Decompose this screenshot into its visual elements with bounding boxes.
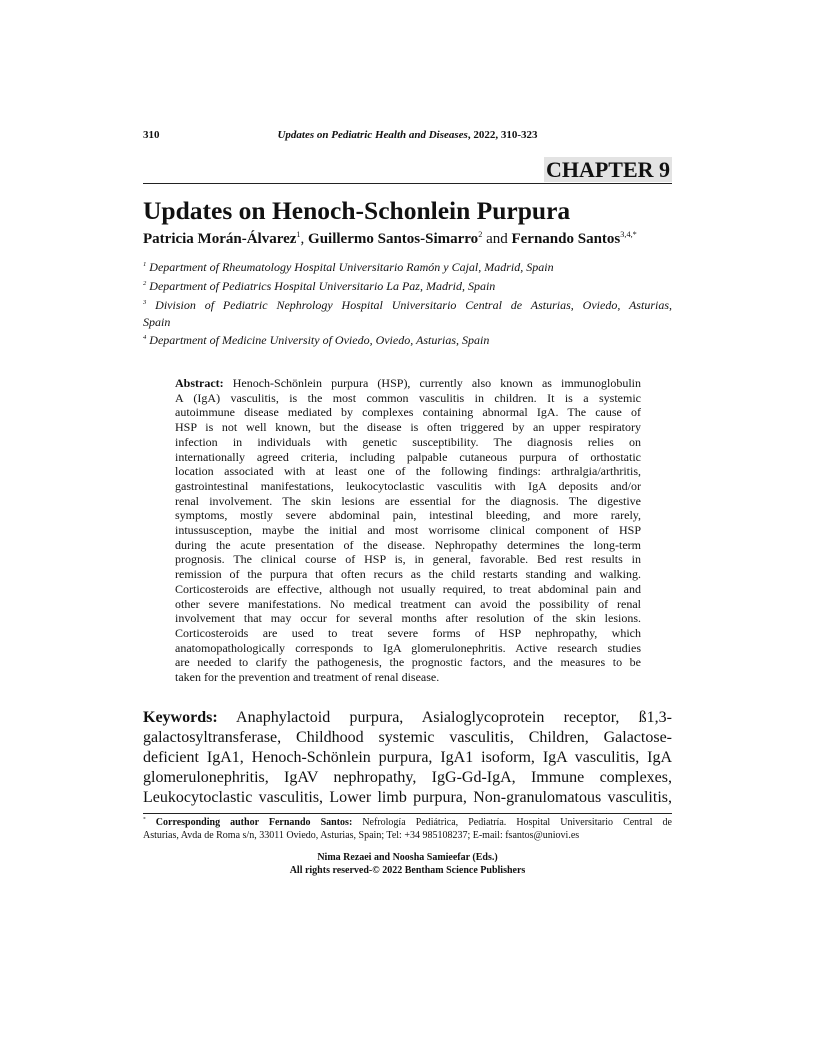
page-number: 310 [143, 129, 160, 141]
keywords-label: Keywords: [143, 709, 218, 726]
abstract-text: gastrointestinal manifestations, leukocytoclastic vasculitis with IgA deposits and/or [175, 478, 641, 493]
abstract-text: symptoms, mostly severe abdominal pain, intestinal bleeding, and more rarely, [175, 508, 641, 523]
corresponding-author-footnote [143, 816, 672, 842]
journal-details: , 2022, 310-323 [467, 129, 538, 141]
abstract-text: Henoch-Schönlein purpura (HSP), currently also known as immunoglobulin [223, 376, 641, 390]
abstract-text: remission of the purpura that often recurs as the child restarts standing and walking. [175, 567, 641, 582]
affiliation-number: 4 [143, 334, 147, 341]
abstract-label: Abstract: [175, 376, 224, 390]
editors-names: Nima Rezaei and Noosha Samieefar (Eds.) [317, 852, 498, 863]
author-list [143, 231, 637, 248]
abstract-text: other severe manifestations. No medical treatment can avoid the possibility of renal [175, 596, 641, 611]
author-affiliation-ref: 2 [478, 230, 483, 239]
journal-title: Updates on Pediatric Health and Diseases [277, 129, 468, 141]
affiliation-text: Division of Pediatric Nephrology Hospital Universitario Central de Asturias, Oviedo, Asturias, [146, 298, 672, 312]
abstract-line [175, 405, 641, 420]
keywords-line [143, 768, 672, 788]
keywords-line [143, 788, 672, 808]
abstract-line [175, 597, 641, 612]
chapter-label: CHAPTER 9 [545, 157, 670, 182]
keywords-line [143, 728, 672, 748]
footnote-line [143, 816, 672, 829]
keywords-text: deficient IgA1, Henoch-Schönlein purpura, IgA1 isoform, IgA vasculitis, IgA [143, 749, 672, 766]
chapter-divider [143, 183, 672, 184]
keywords-line [143, 708, 672, 728]
abstract-line [175, 655, 641, 670]
abstract-line [175, 611, 641, 626]
abstract-text: Corticosteroids are effective, although not usually required, to treat abdominal pain and [175, 581, 641, 596]
author-name: Patricia Morán-Álvarez [143, 231, 297, 247]
abstract-line [175, 538, 641, 553]
affiliation [143, 297, 672, 331]
abstract-line [175, 670, 641, 685]
footnote-line: Asturias, Avda de Roma s/n, 33011 Oviedo, Asturias, Spain; Tel: +34 985108237; E-mail: fsantos@uniovi.es [143, 830, 580, 841]
abstract-line [175, 420, 641, 435]
affiliation-line: Spain [143, 315, 171, 329]
abstract-text: internationally agreed criteria, including palpable cutaneous purpura of orthostatic [175, 449, 641, 464]
footnote-divider [143, 813, 672, 814]
abstract-text: are needed to clarify the pathogenesis, the prognostic factors, and the measures to be [175, 655, 641, 670]
footnote-label: Corresponding author Fernando Santos: [145, 817, 353, 828]
abstract-text: taken for the prevention and treatment of renal disease. [175, 670, 440, 685]
affiliation [143, 332, 672, 349]
footnote-marker: * [143, 816, 146, 823]
copyright-notice: All rights reserved-© 2022 Bentham Science Publishers [289, 865, 526, 876]
abstract-text: HSP is not well known, but the disease is often triggered by an upper respiratory [175, 420, 641, 435]
editors-credit [143, 851, 672, 877]
abstract-text: autoimmune disease mediated by complexes containing abnormal IgA. The cause of [175, 405, 641, 420]
abstract-text: infection in individuals with genetic susceptibility. The diagnosis relies on [175, 434, 641, 449]
affiliation-text: Department of Pediatrics Hospital Universitario La Paz, Madrid, Spain [146, 279, 496, 293]
abstract-text: anatomopathologically corresponds to IgA glomerulonephritis. Active research studies [175, 640, 641, 655]
abstract-line [175, 450, 641, 465]
abstract-text: Corticosteroids are used to treat severe forms of HSP nephropathy, which [175, 625, 641, 640]
abstract-text: intussusception, maybe the initial and most worrisome clinical component of HSP [175, 523, 641, 538]
affiliation-text: Department of Rheumatology Hospital Universitario Ramón y Cajal, Madrid, Spain [146, 260, 554, 274]
keywords-text: Leukocytoclastic vasculitis, Lower limb purpura, Non-granulomatous vasculitis, [143, 789, 672, 806]
author-separator: , [300, 231, 309, 247]
abstract-line [175, 464, 641, 479]
chapter-title: Updates on Henoch-Schonlein Purpura [143, 196, 571, 225]
author-affiliation-ref: 1 [296, 230, 301, 239]
running-header [143, 129, 672, 141]
affiliation-number: 2 [143, 280, 147, 287]
abstract-line [175, 435, 641, 450]
keywords-line [143, 748, 672, 768]
keywords-text: glomerulonephritis, IgAV nephropathy, IgG-Gd-IgA, Immune complexes, [143, 769, 672, 786]
abstract-line [175, 641, 641, 656]
keywords-text: galactosyltransferase, Childhood systemic vasculitis, Children, Galactose- [143, 729, 672, 746]
abstract [175, 376, 641, 685]
author-name: Guillermo Santos-Simarro [308, 231, 479, 247]
abstract-line [175, 494, 641, 509]
abstract-line [175, 523, 641, 538]
affiliation-number: 1 [143, 261, 147, 268]
affiliation-text: Department of Medicine University of Oviedo, Oviedo, Asturias, Spain [146, 333, 490, 347]
abstract-line [175, 567, 641, 582]
keywords-text: Anaphylactoid purpura, Asialoglycoprotein receptor, ß1,3- [217, 709, 672, 726]
abstract-line [175, 376, 641, 391]
abstract-line [175, 479, 641, 494]
author-name: Fernando Santos [511, 231, 621, 247]
abstract-line [175, 582, 641, 597]
abstract-text: involvement that may occur for several months after resolution of the skin lesions. [175, 611, 641, 626]
footnote-text: Nefrología Pediátrica, Pediatría. Hospital Universitario Central de [352, 817, 672, 828]
author-affiliation-ref: 3,4,* [620, 230, 637, 239]
affiliation [143, 259, 672, 276]
affiliation [143, 278, 672, 295]
abstract-line [175, 552, 641, 567]
affiliation-number: 3 [143, 299, 147, 306]
author-separator: and [482, 231, 512, 247]
abstract-text: A (IgA) vasculitis, is the most common vasculitis in children. It is a systemic [175, 390, 641, 405]
abstract-text: during the acute presentation of the disease. Nephropathy determines the long-term [175, 537, 641, 552]
affiliation-line [143, 297, 672, 314]
abstract-line [175, 626, 641, 641]
abstract-text: location associated with at least one of the following findings: arthralgia/arthritis, [175, 464, 641, 479]
abstract-line [175, 391, 641, 406]
abstract-text: prognosis. The clinical course of HSP is, in general, favorable. Bed rest results in [175, 552, 641, 567]
abstract-line [175, 508, 641, 523]
keywords [143, 708, 672, 808]
abstract-text: renal involvement. The skin lesions are essential for the diagnosis. The digestive [175, 493, 641, 508]
